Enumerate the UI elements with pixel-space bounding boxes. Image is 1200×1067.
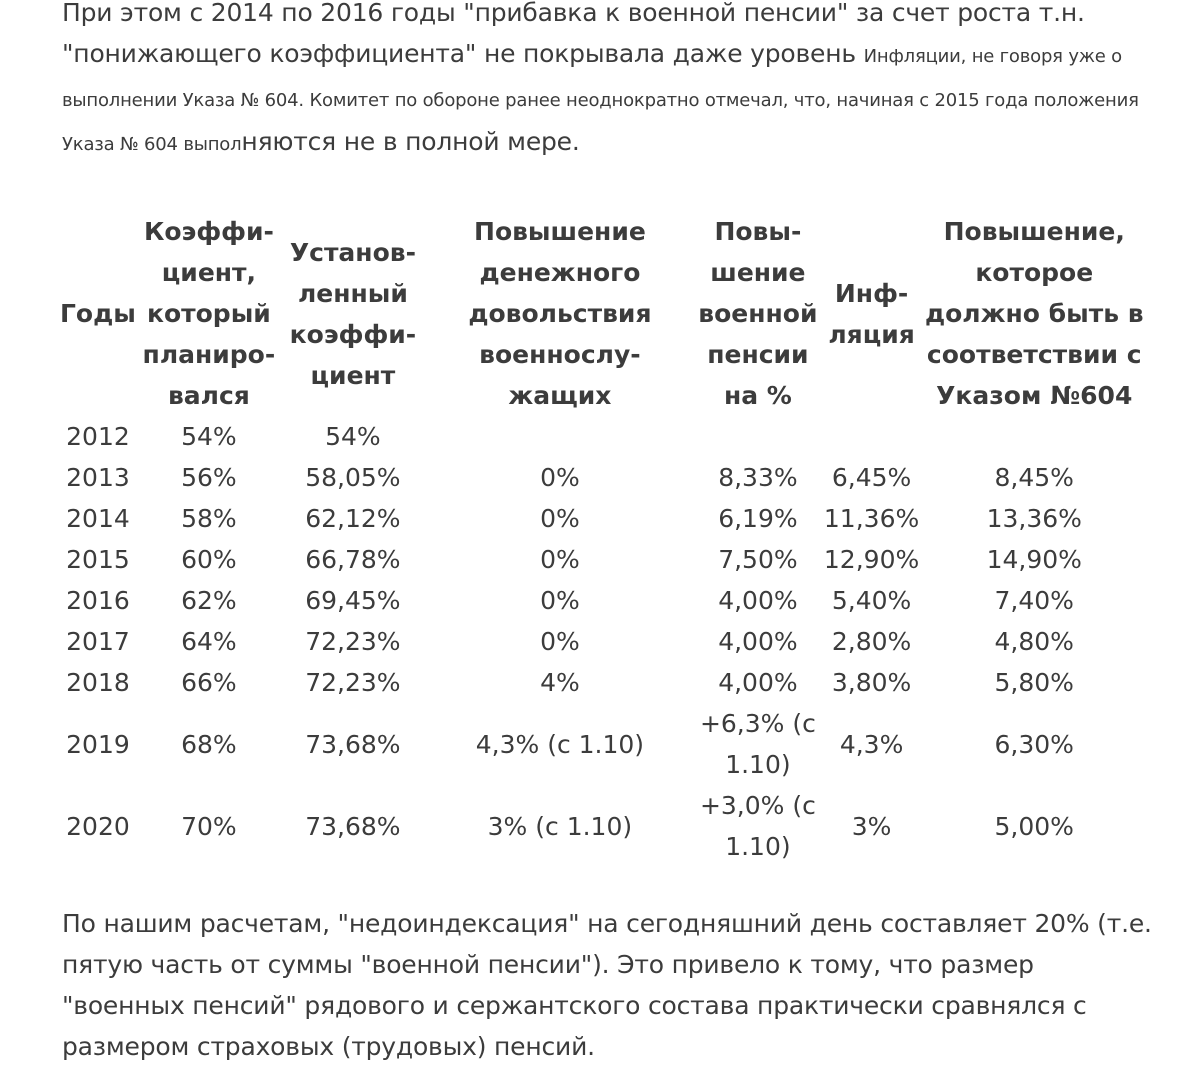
header-planned-coefficient: Коэффи-циент, который планиро-вался [142, 217, 276, 410]
cell-set: 58,05% [305, 463, 401, 492]
cell-year: 2019 [66, 729, 130, 759]
cell-set: 54% [325, 422, 381, 451]
table-row [58, 703, 1147, 785]
header-inflation: Инф-ляция [828, 278, 915, 349]
cell-decree: 4,80% [994, 627, 1074, 656]
intro-text-part2: Инфляции, не говоря уже о выполнении Указа № 604. Комитет по обороне ранее неоднократно отмечал, что, начиная с 2015 года положения Указа № 604 выпол [62, 46, 1139, 155]
cell-pension: 8,33% [718, 463, 798, 492]
cell-planned: 56% [181, 463, 237, 492]
cell-pension: 4,00% [718, 586, 798, 615]
cell-year: 2012 [66, 422, 130, 451]
cell-year: 2020 [66, 811, 130, 841]
cell-planned: 62% [181, 586, 237, 615]
cell-set: 62,12% [305, 504, 401, 533]
table-header-row [58, 211, 1147, 416]
cell-decree [921, 416, 1147, 457]
table-row [58, 785, 1147, 867]
cell-planned: 64% [181, 627, 237, 656]
intro-text-part1: При этом с 2014 по 2016 годы "прибавка к военной пенсии" за счет роста т.н. "понижающего коэффициента" не покрывала даже уровень [62, 0, 1085, 68]
cell-set: 72,23% [305, 668, 401, 697]
header-set-coefficient: Установ-ленный коэффи-циент [289, 237, 417, 390]
cell-decree: 7,40% [994, 586, 1074, 615]
intro-paragraph [62, 0, 1152, 165]
cell-decree: 5,00% [994, 811, 1074, 841]
cell-year: 2017 [66, 627, 130, 656]
header-years: Годы [60, 299, 136, 328]
cell-pension: 6,19% [718, 504, 798, 533]
cell-allowance: 0% [540, 627, 580, 656]
cell-inflation: 6,45% [831, 463, 912, 492]
cell-inflation [822, 416, 921, 457]
cell-planned: 60% [181, 545, 237, 574]
cell-pension [694, 416, 822, 457]
cell-allowance: 0% [540, 504, 580, 533]
cell-inflation: 3% [851, 811, 892, 841]
cell-year: 2014 [66, 504, 130, 533]
cell-decree: 13,36% [986, 504, 1082, 533]
cell-inflation: 3,80% [831, 668, 912, 697]
table-row [58, 580, 1147, 621]
table-row [58, 662, 1147, 703]
cell-decree: 14,90% [986, 545, 1082, 574]
cell-planned: 70% [181, 811, 237, 841]
cell-pension: 4,00% [718, 668, 798, 697]
cell-year: 2013 [66, 463, 130, 492]
cell-inflation: 5,40% [831, 586, 912, 615]
cell-allowance: 0% [540, 586, 580, 615]
cell-inflation: 11,36% [823, 504, 920, 533]
cell-inflation: 2,80% [831, 627, 912, 656]
table-row [58, 621, 1147, 662]
header-pension-increase: Повы-шение военной пенсии на % [698, 217, 818, 410]
cell-set: 73,68% [305, 729, 401, 759]
cell-inflation: 12,90% [823, 545, 920, 574]
cell-allowance: 0% [540, 463, 580, 492]
cell-allowance: 4,3% (с 1.10) [475, 729, 645, 759]
cell-pension: +6,3% (с 1.10) [699, 709, 816, 779]
cell-pension: 4,00% [718, 627, 798, 656]
cell-decree: 6,30% [994, 729, 1074, 759]
cell-year: 2016 [66, 586, 130, 615]
cell-planned: 54% [181, 422, 237, 451]
cell-allowance: 3% (с 1.10) [487, 811, 633, 841]
pension-table [58, 211, 1147, 867]
article-body [62, 0, 1152, 1067]
cell-set: 66,78% [305, 545, 401, 574]
table-row [58, 416, 1147, 457]
cell-planned: 66% [181, 668, 237, 697]
header-decree-increase: Повышение, которое должно быть в соответствии с Указом №604 [924, 217, 1144, 410]
cell-pension: +3,0% (с 1.10) [699, 791, 816, 861]
cell-year: 2018 [66, 668, 130, 697]
cell-planned: 58% [181, 504, 237, 533]
cell-inflation: 4,3% [839, 729, 904, 759]
cell-set: 69,45% [305, 586, 401, 615]
table-row [58, 457, 1147, 498]
cell-allowance: 0% [540, 545, 580, 574]
cell-pension: 7,50% [718, 545, 798, 574]
table-row [58, 498, 1147, 539]
cell-year: 2015 [66, 545, 130, 574]
cell-planned: 68% [181, 729, 237, 759]
cell-decree: 8,45% [994, 463, 1074, 492]
cell-allowance: 4% [540, 668, 580, 697]
intro-text-part3: няются не в полной мере. [241, 127, 580, 156]
outro-paragraph: По нашим расчетам, "недоиндексация" на сегодняшний день составляет 20% (т.е. пятую часть от суммы "военной пенсии"). Это привело к тому, что размер "военных пенсий" рядового и сержантского состава практически сравнялся с размером страховых (трудовых) пенсий. [62, 909, 1152, 1061]
table-row [58, 539, 1147, 580]
cell-decree: 5,80% [994, 668, 1074, 697]
header-allowance-increase: Повышение денежного довольствия военнослу-жащих [468, 217, 652, 410]
cell-set: 73,68% [305, 811, 401, 841]
cell-allowance [426, 416, 694, 457]
cell-set: 72,23% [305, 627, 401, 656]
